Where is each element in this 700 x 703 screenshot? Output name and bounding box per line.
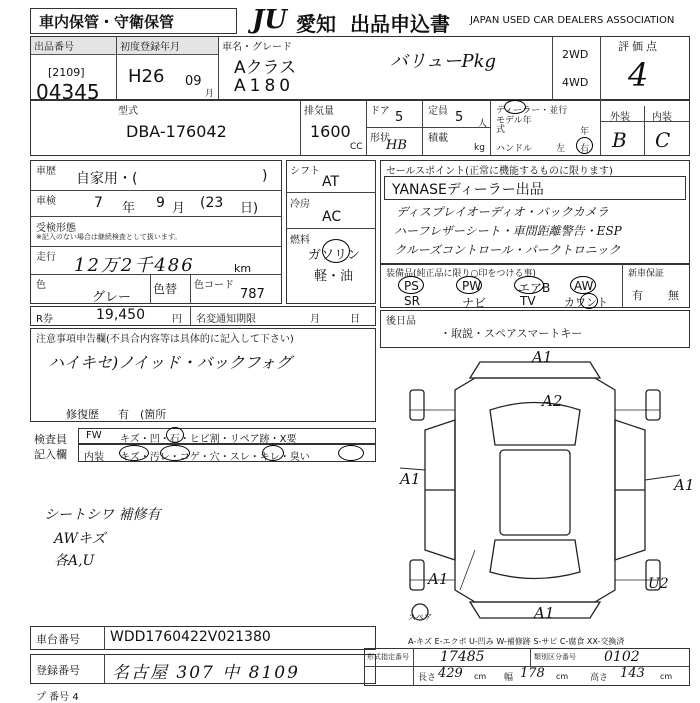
plate-handwritten: 名古屋 307 中 8109 — [112, 663, 300, 683]
bottom-note: プ 番号 4 — [36, 692, 79, 703]
color-label: 色 — [36, 280, 46, 291]
doors-value: 5 — [395, 110, 404, 125]
inner-circle-rub — [262, 445, 284, 461]
fuel-label: 燃料 — [290, 235, 310, 246]
car-damage-diagram — [380, 350, 690, 630]
class-value: 0102 — [604, 649, 640, 665]
load-unit: kg — [474, 143, 485, 153]
equip-navi: ナビ — [462, 296, 487, 310]
interior-grade: C — [655, 128, 671, 152]
rear-left-wheel — [410, 560, 424, 590]
grade-handwritten: バリューPkg — [390, 51, 497, 72]
width-label: 幅 — [504, 673, 514, 683]
selling-hw-line2: ハーフレザーシート・車間距離警告・ESP — [394, 224, 622, 238]
dealer-label: ディーラー・並行 — [496, 106, 568, 116]
accept-label: 受検形態 — [36, 223, 76, 234]
type-spec-value: 17485 — [440, 649, 485, 665]
dealer-circle — [504, 100, 526, 114]
name-change-month: 月 — [310, 314, 320, 325]
plate-label: 登録番号 — [36, 664, 80, 677]
reg-month: 09 — [185, 74, 202, 89]
repair-label: 修復歴 — [66, 408, 99, 421]
notes-handwritten: ハイキセ)ノイッド・バックフォグ — [48, 353, 292, 372]
org-name: 愛知 — [296, 12, 336, 36]
type-value: DBA-176042 — [126, 122, 227, 141]
lot-label: 出品番号 — [31, 37, 116, 55]
drive-2wd: 2WD — [562, 48, 589, 61]
cooler-label: 冷房 — [290, 199, 310, 210]
repair-value: 有 — [118, 408, 129, 421]
length-label: 長さ — [418, 673, 437, 683]
history-label: 車歴 — [36, 166, 56, 177]
model-name: A180 — [234, 76, 295, 96]
equip-airbag-circle — [514, 276, 544, 294]
spare-label: スペア — [408, 613, 432, 622]
fuel-light-oil: 軽・油 — [314, 269, 354, 284]
history-value: 自家用・( — [76, 171, 138, 187]
cooler-value: AC — [322, 209, 342, 225]
height-value: 143 — [620, 666, 645, 681]
damage-legend: A-キズ E-エクボ U-凹み W-補修跡 S-サビ C-腐食 XX-交換済 — [408, 637, 625, 646]
warranty-label: 新車保証 — [628, 269, 665, 279]
selling-hw-line1: ディスプレイオーディオ・バックカメラ — [396, 205, 609, 219]
repair-place: (箇所 — [140, 408, 167, 421]
insp-day: (23 — [200, 195, 224, 211]
shift-label: シフト — [290, 166, 320, 177]
inspection-label: 車検 — [36, 196, 56, 207]
notes-label: 注意事項申告欄(不具合内容等は具体的に記入して下さい) — [36, 334, 294, 345]
equip-pw: PW — [462, 279, 482, 293]
inner-circle-odor — [338, 445, 364, 461]
length-value: 429 — [438, 666, 463, 681]
chassis-label: 車台番号 — [36, 633, 80, 646]
first-reg-label: 初度登録年月 — [117, 37, 218, 55]
width-value: 178 — [520, 666, 545, 681]
history-close: ) — [262, 168, 268, 184]
mark-left-side: A1 — [400, 470, 421, 488]
score-label: 評価点 — [618, 40, 660, 53]
equip-aw-circle — [570, 276, 596, 294]
inspector-label2: 記入欄 — [34, 448, 67, 461]
equip-count-circle — [580, 293, 598, 309]
color-value: グレー — [92, 290, 132, 305]
inspector-hw-line3: 各A,U — [54, 553, 95, 569]
mileage-label: 走行 — [36, 252, 56, 263]
mark-hood: A2 — [542, 392, 563, 410]
chassis-value: WDD1760422V021380 — [110, 629, 271, 645]
inner-circle-dirt — [160, 445, 190, 461]
front-left-wheel — [410, 390, 424, 420]
score-value: 4 — [628, 56, 649, 94]
fuel-gasoline-circle — [322, 239, 350, 263]
mileage-unit: km — [234, 262, 252, 275]
reg-month-unit: 月 — [205, 89, 215, 99]
equip-airbag: エアB — [518, 281, 551, 295]
handle-label: ハンドル — [496, 144, 533, 154]
height-unit: cm — [660, 672, 673, 681]
name-change-day: 日 — [350, 314, 360, 325]
month-unit: 月 — [172, 201, 186, 216]
lot-bracket: [2109] — [48, 66, 85, 79]
shape-label: 形状 — [370, 133, 390, 144]
car-name: Aクラス — [234, 58, 297, 78]
name-change-label: 名変通知期限 — [196, 314, 256, 325]
model-year-label: モデル年式 — [496, 116, 532, 135]
selling-points-label: セールスポイント(正常に機能するものに限ります) — [386, 166, 613, 177]
year-unit: 年 — [122, 201, 136, 216]
recycle-value: 19,450 — [96, 307, 145, 323]
length-unit: cm — [474, 672, 487, 681]
equip-sr: SR — [404, 294, 420, 308]
era-year: H26 — [128, 66, 165, 87]
exterior-label: 外装 — [610, 112, 630, 123]
association-name: JAPAN USED CAR DEALERS ASSOCIATION — [470, 15, 675, 26]
displacement-value: 1600 — [310, 122, 351, 141]
mark-rear-right: U2 — [648, 576, 669, 592]
inner-items: キズ・汚レ・コゲ・穴・スレ・キレ・臭い — [120, 452, 310, 463]
accept-note: ※記入のない場合は継続検査として扱います。 — [36, 233, 182, 241]
inner-label: 内装 — [84, 452, 104, 463]
capacity-unit: 人 — [478, 119, 488, 129]
color-change: 色替 — [153, 282, 178, 296]
fw-circle-stone — [166, 427, 184, 443]
capacity-label: 定員 — [428, 106, 448, 117]
type-spec-label: 形式指定番号 — [367, 653, 409, 661]
rear-items-label: 後日品 — [386, 316, 416, 327]
type-label: 型式 — [118, 106, 138, 117]
equip-count: カワント — [564, 296, 608, 309]
drive-4wd: 4WD — [562, 76, 589, 89]
mark-rear-left: A1 — [428, 570, 449, 588]
interior-label: 内装 — [652, 112, 672, 123]
form-title: 出品申込書 — [350, 12, 450, 36]
mark-right-side: A1 — [674, 476, 695, 494]
fuel-gasoline: ガソリン — [308, 248, 361, 263]
inspector-label1: 検査員 — [34, 433, 67, 446]
windshield — [490, 403, 580, 446]
shift-value: AT — [322, 174, 340, 190]
front-right-wheel — [646, 390, 660, 420]
car-outline — [455, 378, 615, 602]
handle-right: 右 — [580, 144, 590, 154]
rear-items-value: ・取説・スペアスマートキー — [440, 327, 583, 340]
name-grade-label: 車名・グレード — [219, 37, 319, 54]
day-unit: 日) — [240, 201, 259, 216]
equip-tv: TV — [520, 294, 536, 308]
equip-aw: AW — [574, 279, 594, 293]
insp-month: 9 — [156, 195, 165, 211]
equip-ps: PS — [404, 279, 419, 293]
warranty-none: 無 — [668, 289, 679, 302]
selling-hw-line3: クルーズコントロール・パークトロニック — [394, 243, 621, 257]
doors-label: ドア — [370, 106, 390, 117]
color-code-value: 787 — [240, 287, 265, 302]
displacement-label: 排気量 — [304, 106, 334, 117]
dealer-stamp: YANASEディーラー出品 — [392, 182, 544, 198]
capacity-value: 5 — [455, 110, 464, 125]
mark-rear-bumper: A1 — [534, 604, 555, 622]
shape-value: HB — [386, 138, 407, 153]
exterior-grade: B — [612, 128, 627, 152]
mark-front-bumper: A1 — [532, 348, 553, 366]
handle-right-circle — [576, 137, 593, 154]
height-label: 高さ — [590, 673, 609, 683]
fw-items: キズ・凹・石・ヒビ割・リペア跡・X要 — [120, 434, 297, 445]
class-label: 類別区分番号 — [534, 653, 576, 661]
rear-window — [490, 540, 580, 579]
lot-number: 04345 — [36, 80, 100, 104]
ju-logo: JU — [252, 5, 287, 35]
width-unit: cm — [556, 672, 569, 681]
recycle-label: R券 — [36, 314, 53, 325]
inspector-hw-line1: シートシワ 補修有 — [44, 507, 161, 523]
roof — [500, 450, 570, 535]
warranty-have: 有 — [632, 289, 643, 302]
storage-warning: 車内保管・守衛保管 — [39, 13, 175, 31]
mileage-handwritten: 12万2千486 — [74, 255, 195, 276]
handle-left: 左 — [556, 144, 566, 154]
load-label: 積載 — [428, 133, 448, 144]
inspector-hw-line2: AWキズ — [54, 531, 106, 547]
fw-label: FW — [86, 430, 102, 441]
recycle-unit: 円 — [172, 314, 182, 325]
color-code-label: 色コード — [194, 280, 234, 291]
storage-warning-box — [30, 8, 237, 34]
equip-pw-circle — [456, 276, 482, 294]
equip-ps-circle — [398, 276, 424, 294]
inner-circle-scratch — [119, 445, 149, 461]
model-year-unit: 年 — [580, 127, 590, 137]
displacement-unit: CC — [350, 142, 363, 152]
insp-year: 7 — [94, 195, 103, 211]
equipment-label: 装備品(純正品に限り○印をつける事) — [386, 269, 536, 279]
